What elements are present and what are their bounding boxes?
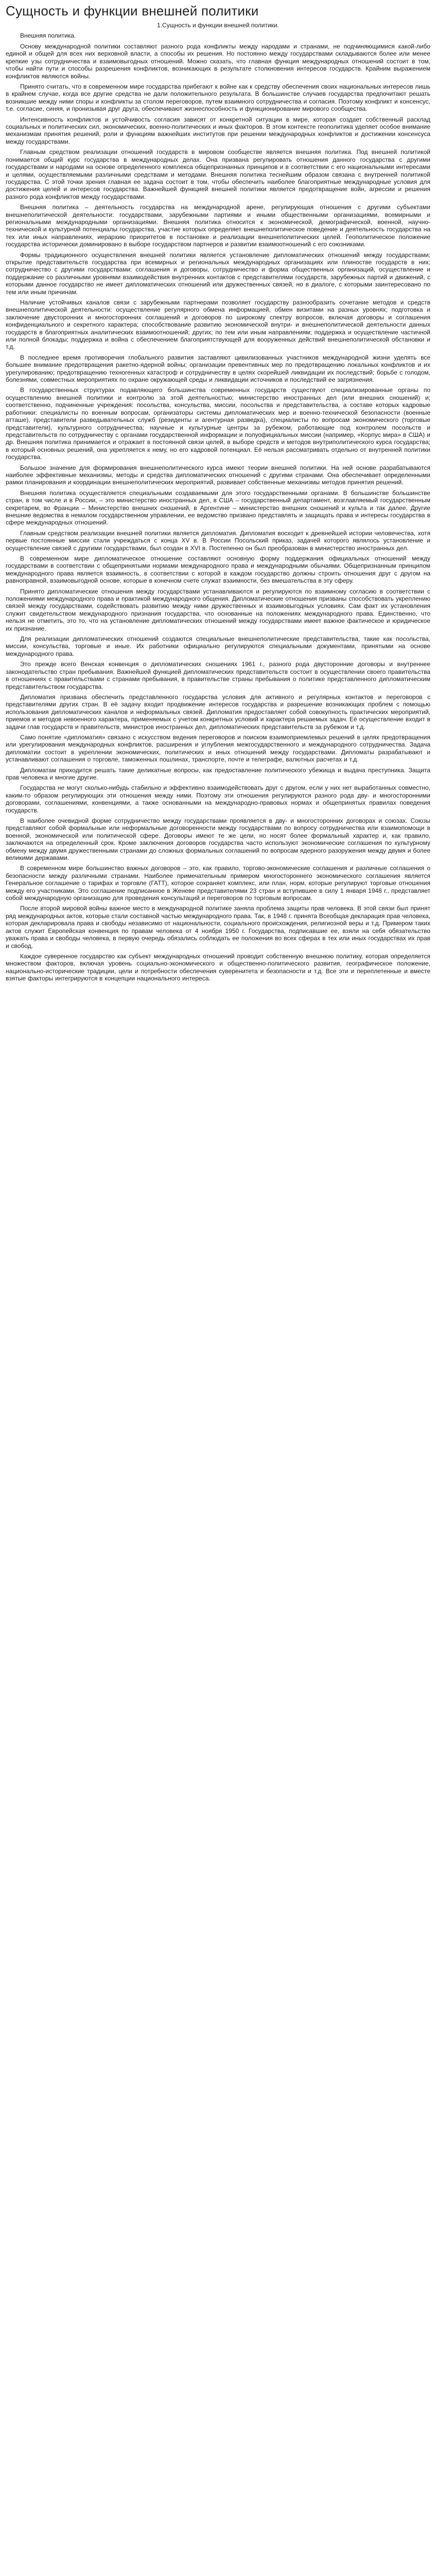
- paragraph: Дипломатам приходится решать такие деликатные вопросы, как предоставление политического убежища и выдача преступника. Защита прав человека и многие другие.: [6, 766, 430, 781]
- paragraph: Основу международной политики составляют разного рода конфликты между народами и странами, не подчиняющимися какой-либо единой и общей для всех них верховной власти, а способы их решения. Но постоянно между государствами складываются более или менее крепкие узы сотрудничества и взаимовыгодных отношений. Можно сказать, что главная функция международных отношений состоит в том, чтобы найти пути и способы разрешения конфликтов, возникающих в результате столкновения интересов государств. Крайним выражением конфликтов являются войны.: [6, 43, 430, 80]
- paragraph: Для реализации дипломатических отношений создаются специальные внешнеполитические представительства, такие как посольства, миссии, консульства, торговые и иные. Их работники официально регулируются специальными документами, принятыми на основе международного права.: [6, 635, 430, 657]
- paragraph: После второй мировой войны важное место в международной политике заняла проблема защиты прав человека. В этой связи был принят ряд международных актов, которые стали составной частью международного права. Так, в 1948 г. принята Всеобщая декларация прав человека, которая декларировала права и свободы независимо от национальности, социального происхождения, религиозной веры и т.д. Примером таких актов служит Европейская конвенция по правам человека от 4 ноября 1950 г. Государства, подписавшие ее, взяли на себя обязательство уважать права и свободы человека, в первую очередь обязались соблюдать ее положения во всех сферах в тех или иных государствах их прав и свобод.: [6, 905, 430, 950]
- paragraph: В государственных структурах подавляющего большинства современных государств существуют специализированные органы по осуществлению внешней политики и контролю за этой деятельностью; министерство иностранных дел (или внешних сношений) и; соответственно, подчиненные учреждения: посольства, консульства, миссии, посольства и представительства, а составе которых кадровые работники: специалисты по военным вопросам, организаторы системы дипломатических мер и военно-технической безопасности (военные атташе), представители разведывательных служб (резиденты и агентурная разведка), специалисты по вопросам экономического (торговые представители), культурного сотрудничества; научные и культурные центры за рубежом, работающие под контролем посольств и представительств по сотрудничеству с органами государственной информации и полуофициальных миссии (например, «Корпус мира» в США) и др. Внешняя политика принимается и отражает в постоянной связи целей, в выборе средств и методов внутриполитического курса государства; в который основных решений, она укрепляется к нему, но его кадровой потенциал. Её нельзя рассматривать отдельно от внутренней политики государства.: [6, 386, 430, 461]
- paragraph: В современном мире большинство важных договоров – это, как правило, торгово-экономические соглашения и различные соглашения о безопасности между различными странами. Наиболее примечательным примером многостороннего экономического соглашения является Генеральное соглашение о тарифах и торговле (ГАТТ), которое сохраняет комплекс, или план, норм, которые регулируют торговые отношения между его участниками. Это соглашение подписанное в Женеве представителями 23 стран и вступившее в силу 1 января 1948 г., представляет собой международную организацию для проведения консультаций и переговоров по торговым вопросам.: [6, 865, 430, 902]
- paragraph: В последнее время противоречия глобального развития заставляют цивилизованных участников международной жизни уделять все большее внимание предотвращения ракетно-ядерной войны; организации превентивных мер по предотвращению локальных конфликтов и их урегулированию; предотвращению техногенных катастроф и сотрудничеству в целях скорейшей ликвидации их последствий; борьбе с голодом, болезнями, совместных мероприятиях по охране окружающей среды и ликвидации источников и последствий ее загрязнения.: [6, 353, 430, 384]
- paragraph: Внешняя политика осуществляется специальными создаваемыми для этого государственными органами. В большинстве большинстве стран, в том числе и в России, – это министерство иностранных дел, в США – государственный департамент, возглавляемый государственным секретарем, во Франции – Министерство внешних сношений, в Аргентине – министерство внешних сношений и культа и так далее. Другие внешние ведомства в немалом государственном управлении, ее ведомство призвано представлять и защищать права и интересы государства в сфере международных отношений.: [6, 489, 430, 527]
- paragraph: Наличие устойчивых каналов связи с зарубежными партнерами позволяет государству разнообразить сочетание методов и средств внешнеполитической деятельности: осуществление регулярного обмена информацией, обмен визитами на разных уровнях; подготовка и заключение двусторонних и многосторонних соглашений и договоров по широкому спектру вопросов, включая договоры и соглашения конфиденциального и секретного характера; способствование развитию экономической внутри- и внешнеполитической деятельности данных государств в благоприятных аналитических взаимоотношений; других; по тем или иным направлениям; поддержка и осуществление частичной или полной блокады; поддержка и война с обеспечением благоприятствующей для вооруженных действий внешнеполитической обстановки и т.д.: [6, 299, 430, 351]
- paragraph: Главным средством реализации внешней политики является дипломатия. Дипломатия восходит к древнейшей истории человечества, хотя первые постоянные миссии стали учреждаться с конца XV в. В России Посольский приказ, задачей которого являлось установление и осуществление связей с другими государствами, был создан в XVI в. Постепенно он был преобразован в министерство иностранных дел.: [6, 529, 430, 552]
- paragraph: В наиболее очевидной форме сотрудничество между государствами проявляется в дву- и многосторонних договорах и союзах. Союзы представляют собой формальные или неформальные договоренности между государствами по вопросу сотрудничества или взаимопомощи в военной, экономической или политической сфере. Договоры имеют те же цели, но носят более формальный характер и, как правило, заключаются на определенный срок. Кроме заключения договоров государства часто используют экономические соглашения по культурному обмену между двумя дружественными странами до сложных формальных соглашений по вопросам ядерного разоружения между двумя и более великими державами.: [6, 817, 430, 862]
- paragraph: В современном мире дипломатическое отношение составляют основную форму поддержания официальных отношений между государствами в соответствии с общепринятыми нормами международного права и международными обычаями. Общепризнанным принципом международного права является взаимность, в соответствии с которой в каждом государство должны строить отношения друг с другом на равноправной, взаимовыгодной основе, которые в конечном счете служат взаимности, без вмешательства в эту сферу.: [6, 555, 430, 585]
- paragraph: Формы традиционного осуществления внешней политики является установление дипломатических отношений между государствами; открытие представительств государства при всемирных и региональных международных организациях или плиностве государств в них; сотрудничество с другими государствами: соглашения и договоры, сотрудничество и форма общественных организаций, осуществление и поддержание со различными уровнями взаимодействия внутренних контактов с представителями государств, зарубежных партий и движений, с которыми данное государство не имеет дипломатических отношений или дружественных связей, но в диалоге, с которыми заинтересовано по тем или иным причинам.: [6, 251, 430, 296]
- document-subtitle: 1.Сущность и функции внешней политики.: [157, 22, 279, 29]
- document-page: [0, 0, 436, 996]
- section-heading: Внешняя политика.: [20, 32, 76, 39]
- paragraph: Каждое суверенное государство как субъект международных отношений проводит собственную внешнюю политику, которая определяется множеством факторов, включая уровень социально-экономического и общественно-политического развития, географическое положение, национально-исторические традиции, цели и потребности обеспечения суверенитета и безопасности и т.д. Все эти и переплетенные и вместе взятые факторы интегрируются в концепции национального интереса.: [6, 952, 430, 982]
- paragraph-list: [6, 43, 430, 982]
- paragraph: Главным средством реализации отношений государств в мировом сообществе является внешняя политика. Под внешней политикой понимается общий курс государства в международных делах. Она призвана регулировать отношения данного государства с другими государствами и народами на основе определенного комплекса общепризнанных принципов и в соответствии с его национальными интересами и целями, осуществляемыми различными средствами и методами. Внешняя политика теснейшим образом связана с внутренней политикой государства. С этой точки зрения главная ее задача состоит в том, чтобы обеспечить наиболее благоприятные международные условия для достижения целей и интересов государства. Важнейшей функцией внешней политики является предотвращение войн, агрессии и решения разного рода конфликтов между государствами.: [6, 148, 430, 200]
- paragraph: Интенсивность конфликтов и устойчивость согласия зависят от конкретной ситуации в мире, которая создает собственный расклад социальных и политических сил, экономических, военно-политических и иных факторов. В этом контексте геополитика уделяет особое внимание механизмам принятия решений, роли и функциям важнейших институтов при решении международных конфликтов и достижении консенсуса между государствами.: [6, 115, 430, 145]
- paragraph: Дипломатия призвана обеспечить представленного государства условия для активного и регулярных контактов и переговоров с представителями других стран. В её задачу входит продвижение интересов государства и разрешение возникающих проблем с помощью использования дипломатических каналов и неформальных связей. Дипломатия предоставляет собой совокупность практических мероприятий, приемов и методов невоенного характера, применяемых с учетом конкретных условий и характера решаемых задач. Её осуществление входит в задачи глав государств и правительств, министров иностранных дел, дипломатических представительств за рубежом и т.д.: [6, 693, 430, 731]
- document-title: Сущность и функции внешней политики: [6, 3, 259, 19]
- paragraph: Само понятие «дипломатия» связано с искусством ведения переговоров и поиском взаимоприемлемых решений в целях предотвращения или урегулирования международных конфликтов, расширения и углубления межгосударственного и международного сотрудничества. Задача дипломатии состоит в укреплении экономических, политических и иных отношений между государствами. Дипломаты разрабатывают и устанавливают соглашения о торговле, таможенных пошлинах, транспорте, почте и телеграфе, валютных расчетах и т.д.: [6, 733, 430, 764]
- paragraph: Принято считать, что в современном мире государства прибегают к войне как к средству обеспечения своих национальных интересов лишь в крайнем случае, когда все другие средства не дали положительного результата. В большинстве случаев государства предпочитают решать возникшие между ними споры и конфликты за столом переговоров, путем взаимного сотрудничества и согласия. Поэтому конфликт и консенсус, т.е. согласие, синяя, и пронизывая друг друга, обеспечивают жизнеспособность и функционирование мирового сообщества.: [6, 83, 430, 113]
- paragraph: Большое значение для формирования внешнеполитического курса имеют теории внешней политики. На ней основе разрабатываются наиболее эффективные механизмы, методы и средства дипломатических отношений с другими странами. Она обеспечивает определенными рамки планирования и координации внешнеполитических мероприятий, развивает собственные механизмы методов принятия решений.: [6, 464, 430, 486]
- paragraph: Государства не могут сколько-нибудь стабильно и эффективно взаимодействовать друг с другом, если у них нет выработанных совместно, каким-то образом регулирующих эти отношения между ними. Поэтому эти отношения регулируются разного рода дву- и многосторонними договорами, соглашениями, конвенциями, а также основанными на международно-правовых нормах и общепринятых правилах поведения государств.: [6, 784, 430, 814]
- paragraph: Внешняя политика – деятельность государства на международной арене, регулирующая отношения с другими субъектами внешнеполитической деятельности: государствами, зарубежными партиями и иными общественными организациями, всемирными и региональными международными организациями. Внешняя политика относится к экономической, демографической, военной, научно-технической и культурной потенциалы государства, участие которых определяет внешнеполитическое поведение и деятельность государства на тех или иных направлениях, иерархию приоритетов в постановке и реализации внешнеполитических целей. Геополитическое положение государства исторически доминировано в выборе государством партнеров и развитии взаимоотношений с его союзниками.: [6, 204, 430, 248]
- paragraph: Это прежде всего Венская конвенция о дипломатических сношениях 1961 г., разного рода двусторонние договоры и внутреннее законодательство стран пребывания. Важнейшей функцией дипломатических представительств состоит в осуществлении своего правительства в отношениях с правительствами с странами пребывания, в правительстве страны пребывания о политике представленного дипломатическим представительством государства.: [6, 660, 430, 690]
- paragraph: Принято дипломатические отношения между государствами устанавливаются и регулируются по взаимному согласию в соответствии с положениями международного права и практикой международного общения. Дипломатические отношения призваны способствовать укреплению связей между государствами, содействовать развитию между ними дружественных и взаимовыгодных условиях. Сам факт их установления служит свидетельством международного признания государства, что основанные на положениях международного права. Единственно, что нельзя не отметить, это то, что на установление дипломатических отношений между государствами имеет важное фактическое и юридическое их признание.: [6, 587, 430, 632]
